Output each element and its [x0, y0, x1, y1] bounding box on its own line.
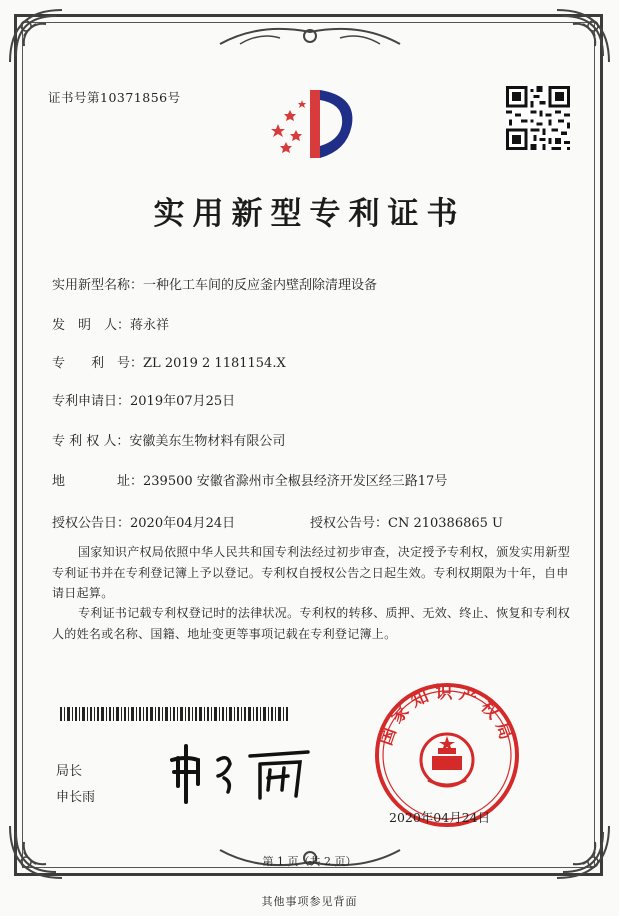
utility-model-name: 一种化工车间的反应釜内壁刮除清理设备 [143, 278, 378, 293]
inventor-row [52, 314, 169, 333]
filing-date-row [52, 390, 235, 409]
handwritten-signature-icon [168, 738, 318, 808]
field-label: 发 明 人： [52, 318, 131, 333]
legal-status-paragraph: 专利证书记载专利权登记时的法律状况。专利权的转移、质押、无效、终止、恢复和专利权人的姓名或名称、国籍、地址变更等事项记载在专利登记簿上。 [52, 606, 571, 641]
address: 239500 安徽省滁州市全椒县经济开发区经三路17号 [143, 474, 448, 489]
seal-text: 国家知识产权局 [376, 682, 518, 749]
field-label: 授权公告日： [52, 516, 131, 531]
field-label: 专利申请日： [52, 394, 131, 409]
address-row [52, 470, 447, 489]
inventor-name: 蒋永祥 [130, 318, 170, 333]
patent-number-row [52, 352, 286, 371]
director-title: 局长 [56, 764, 83, 779]
utility-model-name-row [52, 274, 377, 293]
qr-code-icon [506, 86, 570, 150]
certificate-number: 证书号第10371856号 [48, 90, 181, 105]
page-indicator: 第 1 页（共 2 页） [262, 855, 357, 868]
footer-note: 其他事项参见背面 [261, 895, 358, 908]
director-name: 申长雨 [56, 790, 96, 805]
grant-number: CN 210386865 U [388, 516, 503, 531]
field-label: 专 利 号： [52, 356, 144, 371]
field-label: 实用新型名称： [52, 278, 144, 293]
corner-ornament-icon [6, 822, 66, 882]
corner-ornament-icon [6, 6, 66, 66]
filing-date: 2019年07月25日 [130, 394, 236, 409]
corner-ornament-icon [553, 6, 613, 66]
grant-date: 2020年04月24日 [130, 516, 236, 531]
statement-paragraph: 国家知识产权局依照中华人民共和国专利法经过初步审查，决定授予专利权，颁发实用新型专利证书并在专利登记簿上予以登记。专利权自授权公告之日起生效。专利权期限为十年，自申请日起算。 [52, 545, 571, 600]
barcode-icon [60, 706, 288, 720]
cnipa-logo-icon [258, 84, 358, 164]
patentee-name: 安徽美东生物材料有限公司 [129, 434, 286, 449]
grant-number-row [310, 512, 503, 531]
grant-date-row [52, 512, 235, 531]
field-label: 授权公告号： [310, 516, 389, 531]
field-label: 专 利 权 人： [52, 434, 130, 449]
top-ornament-icon [210, 18, 410, 52]
patent-number: ZL 2019 2 1181154.X [143, 356, 286, 371]
patentee-row [52, 430, 285, 449]
corner-ornament-icon [553, 822, 613, 882]
certificate-title: 实用新型专利证书 [153, 196, 466, 232]
seal-date: 2020年04月24日 [389, 810, 491, 825]
field-label: 地 址： [52, 474, 144, 489]
